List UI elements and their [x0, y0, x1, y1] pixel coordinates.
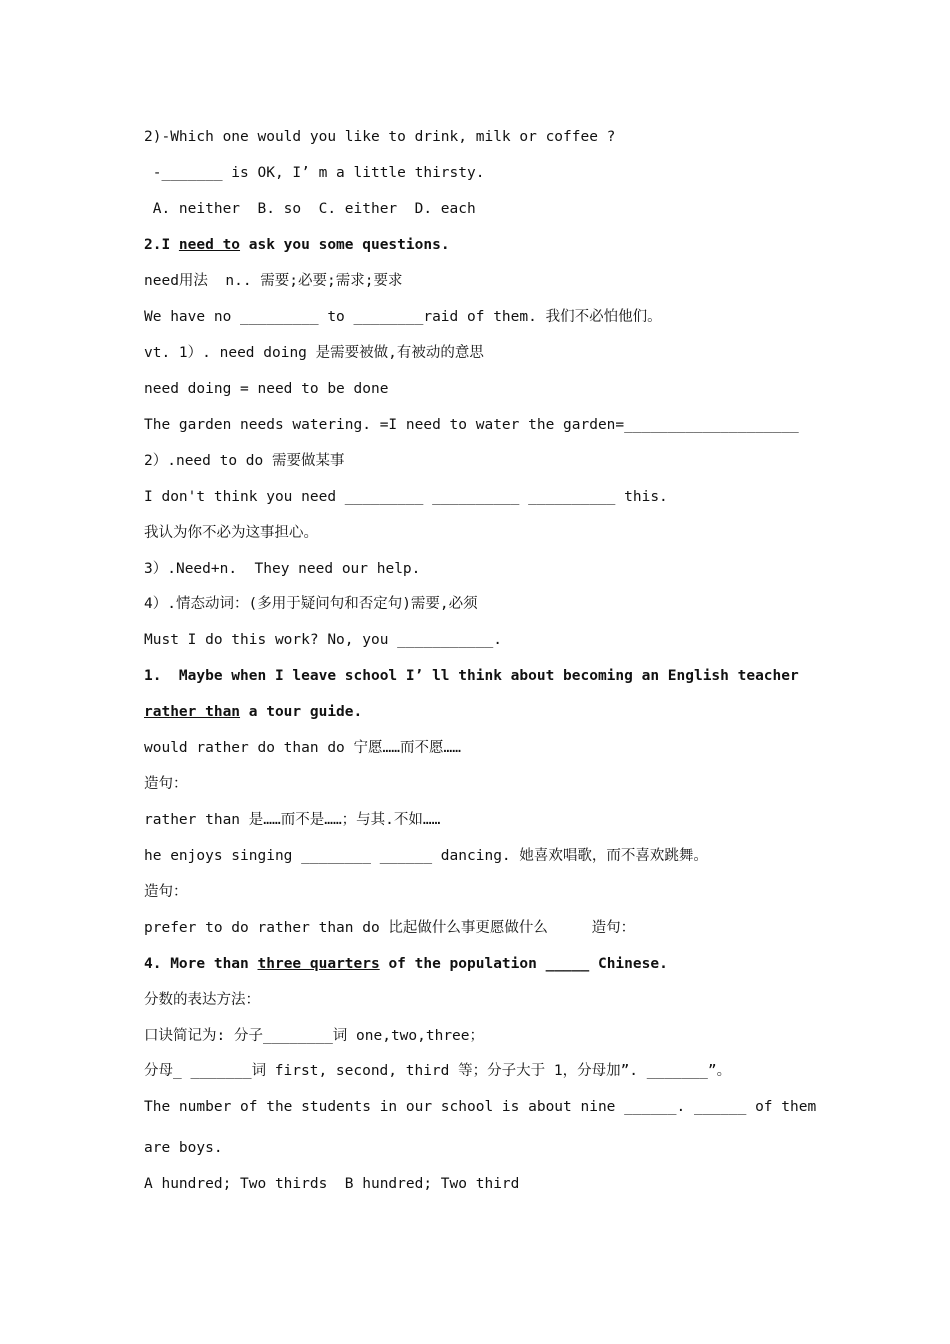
heading-line — [144, 702, 820, 722]
text-line: 口诀简记为: 分子________词 one,two,three； — [144, 1028, 485, 1044]
heading-line — [144, 235, 820, 255]
text-line: -_______ is OK, I’ m a little thirsty. — [144, 165, 485, 181]
text-line: The garden needs watering. =I need to water the garden=____________________ — [144, 417, 799, 433]
text-line: 2)-Which one would you like to drink, milk or coffee ? — [144, 129, 616, 145]
text-line: rather than 是……而不是……；与其.不如…… — [144, 812, 441, 828]
text-line: A. neither B. so C. either D. each — [144, 201, 476, 217]
text-line: We have no _________ to ________raid of them. 我们不必怕他们。 — [144, 309, 662, 325]
text-span: 4. More than — [144, 956, 258, 972]
text-span: a tour guide. — [240, 704, 363, 720]
text-line: 分母_ _______词 first, second, third 等；分子大于 1，分母加”. _______”。 — [144, 1063, 732, 1079]
text-line: would rather do than do 宁愿……而不愿…… — [144, 740, 461, 756]
underlined-phrase: need to — [178, 237, 241, 253]
text-line: A hundred; Two thirds B hundred; Two third — [144, 1176, 520, 1192]
underlined-phrase: three quarters — [257, 956, 380, 972]
text-line: 我认为你不必为这事担心。 — [144, 525, 318, 541]
text-line: 分数的表达方法： — [144, 992, 260, 1008]
underlined-phrase: rather than — [144, 704, 241, 720]
text-line: Must I do this work? No, you ___________. — [144, 632, 502, 648]
heading-line — [144, 954, 820, 974]
text-line: prefer to do rather than do 比起做什么事更愿做什么 造句： — [144, 920, 636, 936]
text-line: 3）.Need+n. They need our help. — [144, 561, 421, 577]
text-line: need用法 n.. 需要;必要;需求;要求 — [144, 273, 403, 289]
text-span: ask you some questions. — [240, 237, 450, 253]
text-line: he enjoys singing ________ ______ dancing. 她喜欢唱歌，而不喜欢跳舞。 — [144, 848, 708, 864]
text-line: vt. 1）. need doing 是需要被做,有被动的意思 — [144, 345, 484, 361]
text-span: 2.I — [144, 237, 179, 253]
text-line: 4）.情态动词：(多用于疑问句和否定句)需要,必须 — [144, 596, 478, 612]
text-line: 造句： — [144, 776, 188, 792]
text-line: The number of the students in our school is about nine ______. ______ of them — [144, 1099, 817, 1115]
text-line: need doing = need to be done — [144, 381, 389, 397]
heading-line: 1. Maybe when I leave school I’ ll think about becoming an English teacher — [144, 668, 799, 684]
text-line: 造句： — [144, 884, 188, 900]
text-line: I don't think you need _________ __________ __________ this. — [144, 489, 668, 505]
text-span: of the population _____ Chinese. — [379, 956, 668, 972]
text-line: 2）.need to do 需要做某事 — [144, 453, 345, 469]
text-line: are boys. — [144, 1140, 223, 1156]
